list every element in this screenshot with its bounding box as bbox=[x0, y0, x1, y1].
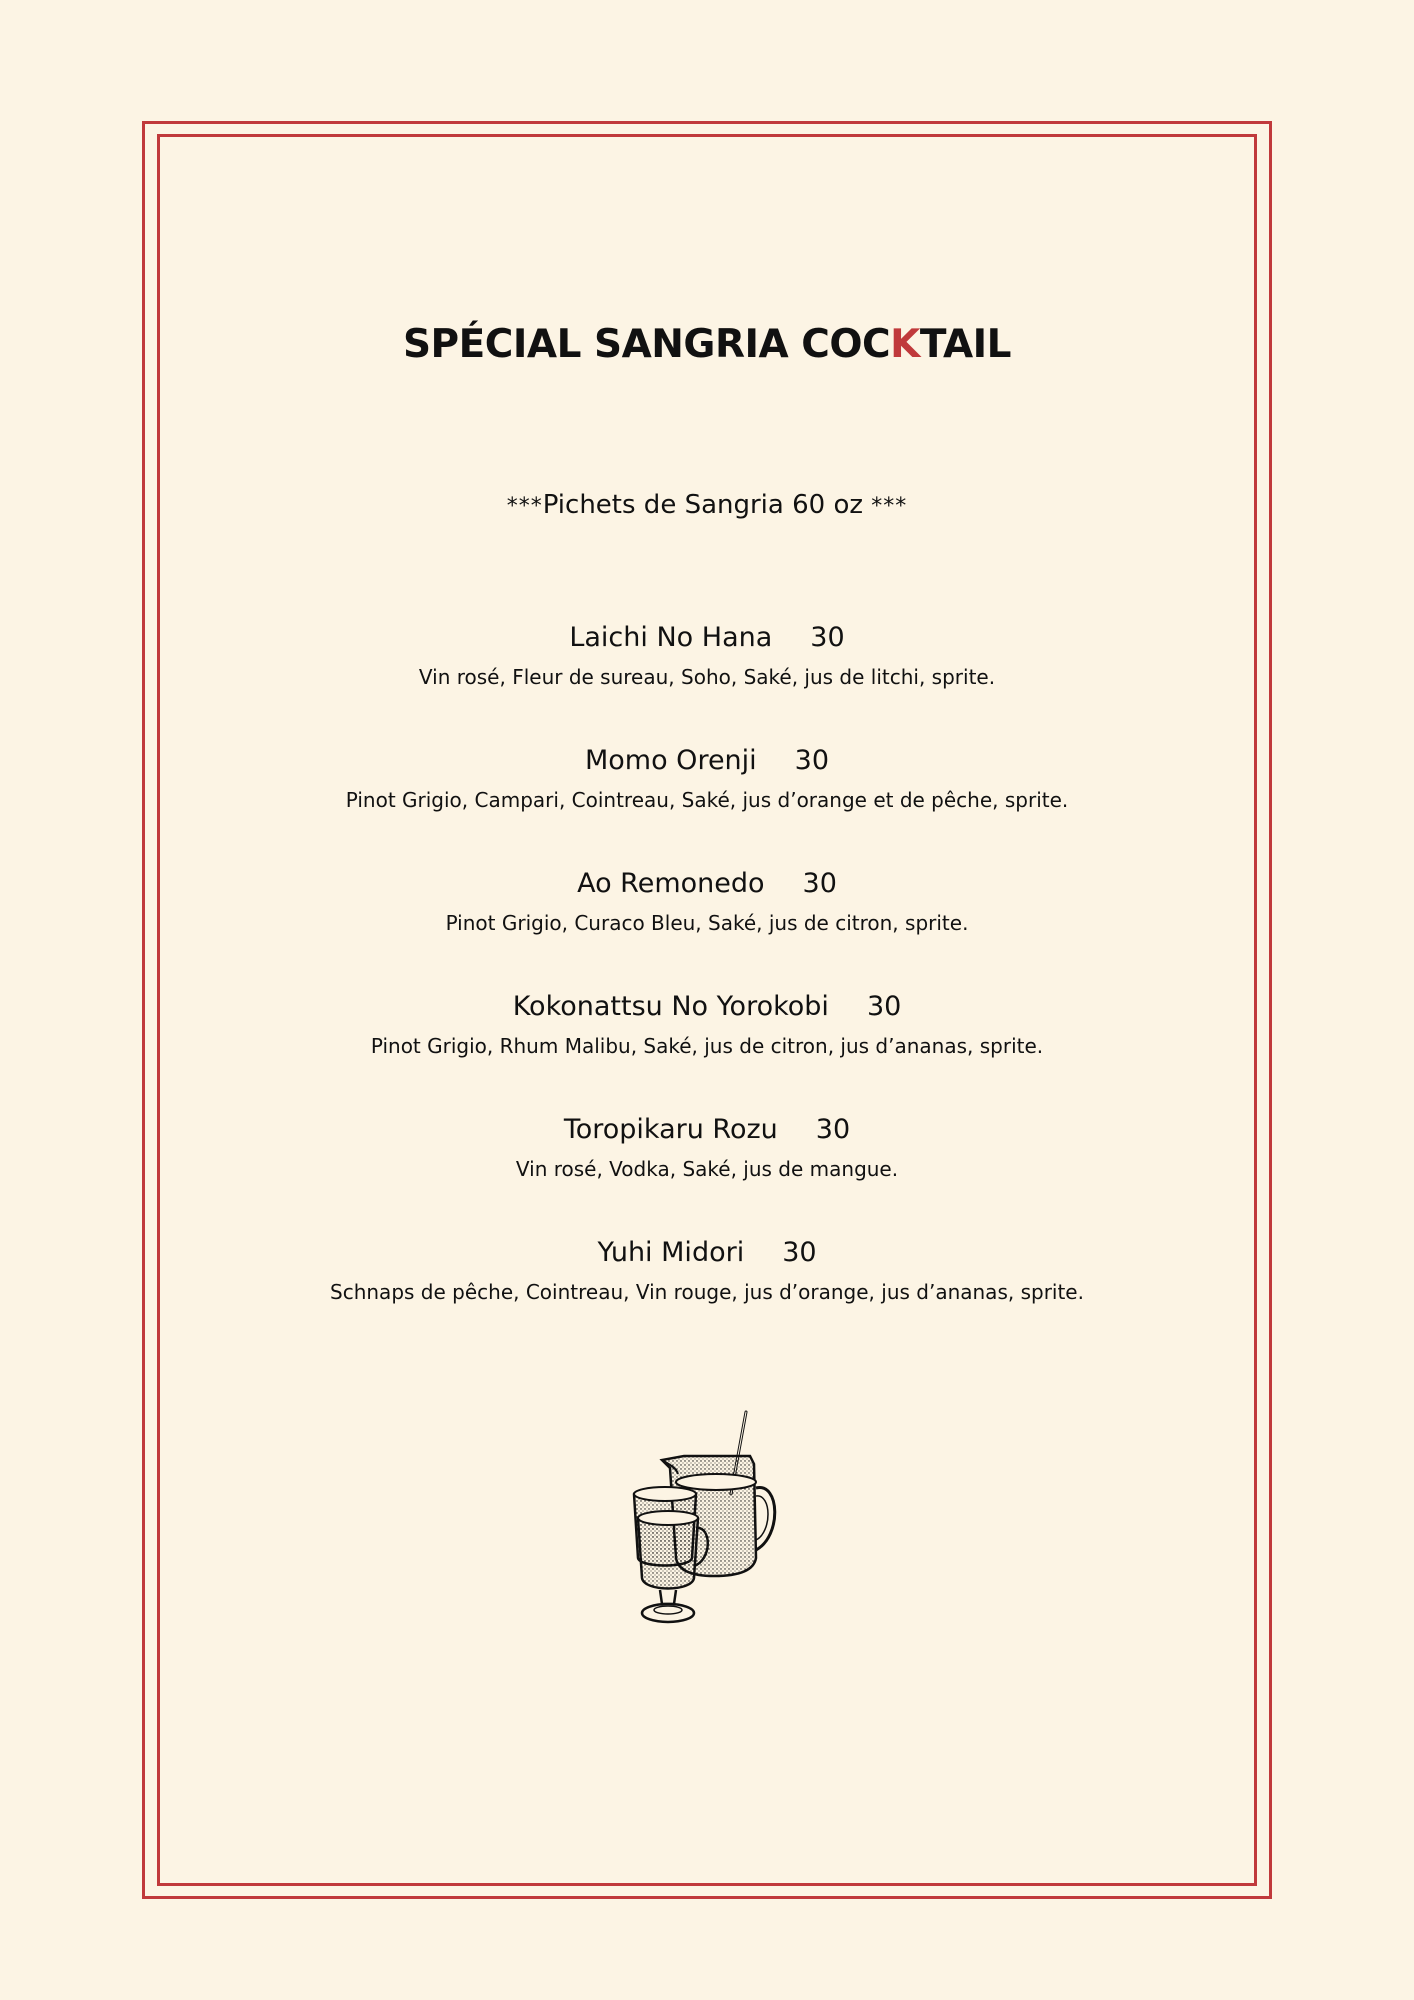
menu-item-description: Pinot Grigio, Campari, Cointreau, Saké, jus d’orange et de pêche, sprite. bbox=[345, 788, 1069, 812]
menu-item bbox=[0, 614, 1414, 737]
sangria-pitcher-and-glasses-icon bbox=[632, 1408, 782, 1628]
subtitle-text: Pichets de Sangria 60 oz bbox=[542, 490, 864, 520]
menu-item-description: Pinot Grigio, Curaco Bleu, Saké, jus de citron, sprite. bbox=[445, 911, 969, 935]
menu-item-header bbox=[0, 1229, 1414, 1277]
menu-item bbox=[0, 1229, 1414, 1352]
menu-item-header bbox=[0, 860, 1414, 908]
cocktail-menu-list bbox=[0, 614, 1414, 1352]
menu-item-name: Kokonattsu No Yorokobi bbox=[512, 991, 829, 1022]
menu-item-price: 30 bbox=[810, 622, 845, 653]
section-subtitle bbox=[0, 490, 1414, 521]
menu-item-name: Laichi No Hana bbox=[569, 622, 773, 653]
title-text-start: SPÉCIAL SANGRIA COC bbox=[402, 322, 891, 367]
menu-item-description: Pinot Grigio, Rhum Malibu, Saké, jus de citron, jus d’ananas, sprite. bbox=[370, 1034, 1044, 1058]
menu-item-name: Momo Orenji bbox=[584, 745, 757, 776]
menu-item-price: 30 bbox=[782, 1237, 817, 1268]
title-text-end: TAIL bbox=[919, 322, 1012, 367]
menu-item bbox=[0, 860, 1414, 983]
subtitle-stars-left: *** bbox=[506, 494, 543, 519]
menu-item-header bbox=[0, 614, 1414, 662]
menu-item-name: Toropikaru Rozu bbox=[563, 1114, 778, 1145]
subtitle-stars-right: *** bbox=[871, 494, 908, 519]
menu-item bbox=[0, 737, 1414, 860]
menu-item-price: 30 bbox=[794, 745, 830, 776]
menu-item-price: 30 bbox=[802, 868, 837, 899]
menu-item-header bbox=[0, 1106, 1414, 1154]
menu-item bbox=[0, 983, 1414, 1106]
title-accent-letter: K bbox=[890, 322, 920, 367]
menu-item-price: 30 bbox=[815, 1114, 851, 1145]
menu-item-description: Vin rosé, Fleur de sureau, Soho, Saké, jus de litchi, sprite. bbox=[418, 665, 996, 689]
menu-item-name: Yuhi Midori bbox=[597, 1237, 745, 1268]
menu-item-header bbox=[0, 983, 1414, 1031]
menu-item-description: Vin rosé, Vodka, Saké, jus de mangue. bbox=[515, 1157, 899, 1181]
menu-item-description: Schnaps de pêche, Cointreau, Vin rouge, jus d’orange, jus d’ananas, sprite. bbox=[330, 1280, 1084, 1304]
menu-item-name: Ao Remonedo bbox=[577, 868, 765, 899]
menu-item bbox=[0, 1106, 1414, 1229]
menu-item-header bbox=[0, 737, 1414, 785]
page-title bbox=[0, 322, 1414, 369]
menu-item-price: 30 bbox=[866, 991, 902, 1022]
